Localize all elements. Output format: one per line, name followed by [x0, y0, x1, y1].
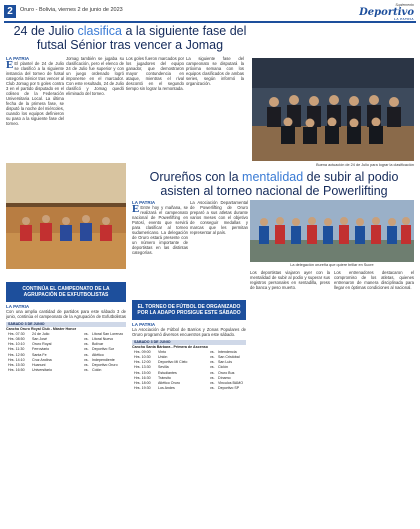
- fixture-a: Vinto: [158, 350, 167, 355]
- fixture-time: Hrs. 16:30: [134, 375, 151, 380]
- fixture-a: Unión: [158, 355, 168, 360]
- box1-intro-text: Con una amplia cantidad de partidos para este sábado 3 de junio, continúa el campeonato de la Agrupación de Exfutbolistas: [6, 309, 126, 319]
- fixture-vs: vs.: [84, 347, 89, 352]
- fixture-time: Hrs. 15:30: [8, 362, 25, 367]
- fixture-time: Hrs. 07:30: [8, 332, 25, 337]
- fixture-vs: vs.: [210, 370, 215, 375]
- fixture-a: Cruz Andina: [32, 357, 52, 362]
- fixture-row: [132, 386, 246, 391]
- fixture-a: Los Andes: [158, 385, 175, 390]
- fixture-vs: vs.: [210, 365, 215, 370]
- fixture-time: Hrs. 12:00: [134, 360, 151, 365]
- fixture-time: Hrs. 10:30: [134, 355, 151, 360]
- fixture-a: Universitario: [32, 367, 52, 372]
- article2-col3: Los deportistas viajaron ayer con la mentalidad de subir al podio y superar sus registros personales en sentadilla, press de banca y peso muerto.: [250, 270, 330, 290]
- fixture-b: Oruro Bus: [218, 370, 235, 375]
- fixture-a: Santa Fe: [32, 352, 47, 357]
- fixture-vs: vs.: [84, 352, 89, 357]
- dateline: Oruro - Bolivia, viernes 2 de junio de 2023: [20, 7, 123, 13]
- fixture-vs: vs.: [210, 360, 215, 365]
- article2-col4: Los entrenadores destacaron el compromiso de los atletas, quienes entrenaron de manera disciplinada para llegar en óptimas condiciones al nacional.: [334, 270, 414, 290]
- box1-venue: Cancha Oruro Royal Club - Máster Honor: [6, 327, 77, 332]
- article1-col3: Los goles fueron marcados por los jugadores del equipo ganador, que demostraron mayor contundencia en ataque, mientras el rival descontó en el segundo tiempo sin lograr la remontada.: [126, 56, 184, 91]
- fixture-b: Ciclón: [218, 365, 228, 370]
- fixture-a: Ferroviario: [32, 347, 50, 352]
- fixture-time: Hrs. 15:00: [134, 370, 151, 375]
- fixture-a: San José: [32, 337, 47, 342]
- fixture-time: Hrs. 10:10: [8, 342, 25, 347]
- article2-photo-caption: La delegación orureña que quiere brillar en Sucre: [290, 263, 374, 267]
- fixture-b: Colón: [92, 367, 102, 372]
- article2-col1: LA PATRIA E Entre hoy y mañana, se realizará el campeonato nacional de Powerlifting en Potosí, evento que servirá para clasificar al torneo sudamericano. La delegación de Oruro estará presente con un número importante de deportistas en las distintas categorías.: [132, 200, 188, 255]
- header-rule: [4, 21, 416, 23]
- fixture-b: Deportivo SP: [218, 385, 240, 390]
- article1-headline: 24 de Julio clasifica a la siguiente fase del futsal Sénior tras vencer a Jomag: [13, 24, 247, 52]
- fixture-a: Estudiantes: [158, 370, 177, 375]
- fixture-vs: vs.: [210, 350, 215, 355]
- page-number: 2: [4, 5, 16, 18]
- powerlifting-photo: [250, 200, 414, 262]
- fixture-vs: vs.: [84, 342, 89, 347]
- fixture-vs: vs.: [210, 375, 215, 380]
- fixture-time: Hrs. 09:00: [134, 350, 151, 355]
- box1-intro: [6, 304, 126, 320]
- fixture-b: Vinculos BAMO: [218, 380, 244, 385]
- fixture-vs: vs.: [84, 362, 89, 367]
- fixture-b: San Cristóbal: [218, 355, 240, 360]
- box2-kicker: LA PATRIA: [132, 322, 156, 327]
- fixture-vs: vs.: [210, 355, 215, 360]
- fixture-b: Bolívar: [92, 342, 104, 347]
- fixture-a: Atlético Oruro: [158, 380, 180, 385]
- article1-col4: La siguiente fase del campeonato se disputará la próxima semana con los equipos clasificados de ambas series, según informó la organización.: [186, 56, 244, 86]
- fixture-vs: vs.: [210, 385, 215, 390]
- box1-section: SÁBADO 3 DE JUNIO: [6, 322, 126, 327]
- fixture-b: Atlético: [92, 352, 104, 357]
- fixture-vs: vs.: [84, 332, 89, 337]
- article2-headline: Orureños con la mentalidad de subir al podio asisten al torneo nacional de Powerlifting: [149, 170, 399, 198]
- fixture-b: Dínamo: [218, 375, 231, 380]
- fixture-vs: vs.: [84, 337, 89, 342]
- fixture-time: Hrs. 13:30: [134, 365, 151, 370]
- fixture-b: Litoral San Lorenzo: [92, 332, 124, 337]
- box2-intro: [132, 322, 246, 338]
- fixture-time: Hrs. 12:50: [8, 352, 25, 357]
- fixture-b: San Luis: [218, 360, 232, 365]
- fixture-time: Hrs. 14:10: [8, 357, 25, 362]
- fixture-vs: vs.: [84, 367, 89, 372]
- dropcap: E: [6, 59, 14, 71]
- box1-fixture: [6, 322, 126, 373]
- fixture-vs: vs.: [210, 380, 215, 385]
- fixture-time: Hrs. 18:00: [134, 380, 151, 385]
- article2-col2: La Asociación Departamental de Powerlifting de Oruro preparó a sus atletas durante varios meses con el objetivo de conseguir medallas y marcas que les permitan representar al país.: [190, 200, 248, 235]
- box2-fixture: [132, 340, 246, 391]
- article1-col2: Jomag también se jugaba su clasificación, pero el elenco de 24 de Julio fue superior y con un juego ordenado logró imponerse en el marcador. Con este resultado, 24 de Julio clasificó y Jomag quedó eliminado del torneo.: [66, 56, 124, 96]
- fixture-b: Deportivo Oruro: [92, 362, 118, 367]
- fixture-b: Litoral Nuevo: [92, 337, 114, 342]
- fixture-vs: vs.: [84, 357, 89, 362]
- fixture-time: Hrs. 11:30: [8, 347, 25, 352]
- fixture-a: Deportivo Mi Cielo: [158, 360, 188, 365]
- article2-kicker: LA PATRIA: [132, 200, 156, 205]
- brand-sup: Suplemento: [395, 3, 414, 7]
- dropcap-2: E: [132, 203, 140, 215]
- supplement-logo: [359, 4, 414, 21]
- fixture-a: Sevilla: [158, 365, 169, 370]
- article1-col1: LA PATRIA E El plantel de 24 de Julio se clasificó a la siguiente instancia del torneo de futsal categoría Sénior tras vencer al Club Jomag por 5 goles contra 3 en el partido disputado en el coliseo de la Federación Universitaria Local. La última fecha de la primera fase, se disputó la noche del miércoles, cuando los equipos definieron su paso a la siguiente fase del torneo.: [6, 56, 64, 126]
- article1-photo-caption: Buena actuación de 24 de Julio para lograr la clasificación: [316, 163, 414, 167]
- box1-kicker: LA PATRIA: [6, 304, 30, 309]
- fixture-b: Deportivo Sur: [92, 347, 114, 352]
- box2-intro-text: La Asociación de Fútbol de Barrios y Zonas Populares de Oruro programó diversos encuentros para este sábado.: [132, 327, 246, 337]
- fixture-a: Oruro Royal: [32, 342, 52, 347]
- box2-venue: Cancha Santa Bárbara - Primera de Ascenso: [132, 345, 208, 350]
- fixture-b: Intendencia: [218, 350, 237, 355]
- article1-kicker: LA PATRIA: [6, 56, 30, 61]
- box2-section: SÁBADO 3 DE JUNIO: [132, 340, 246, 345]
- brand-main: Deportivo: [359, 6, 414, 18]
- fixture-time: Hrs. 16:50: [8, 367, 25, 372]
- fixture-a: Huanuni: [32, 362, 46, 367]
- brand-sub: LA PATRIA: [394, 16, 414, 21]
- fixture-b: Independiente: [92, 357, 115, 362]
- fixture-a: Tránsito: [158, 375, 171, 380]
- fixture-time: Hrs. 19:30: [134, 385, 151, 390]
- box1-title: CONTINÚA EL CAMPEONATO DE LA AGRUPACIÓN DE EXFUTBOLISTAS: [6, 282, 126, 302]
- gym-photo: [6, 163, 126, 269]
- fixture-row: [6, 368, 126, 373]
- team-photo-24-de-julio: [252, 58, 414, 161]
- fixture-time: Hrs. 08:50: [8, 337, 25, 342]
- fixture-a: 24 de Julio: [32, 332, 50, 337]
- box2-title: EL TORNEO DE FÚTBOL DE ORGANIZADO POR LA ADAPO PROSIGUE ESTE SÁBADO: [132, 300, 246, 320]
